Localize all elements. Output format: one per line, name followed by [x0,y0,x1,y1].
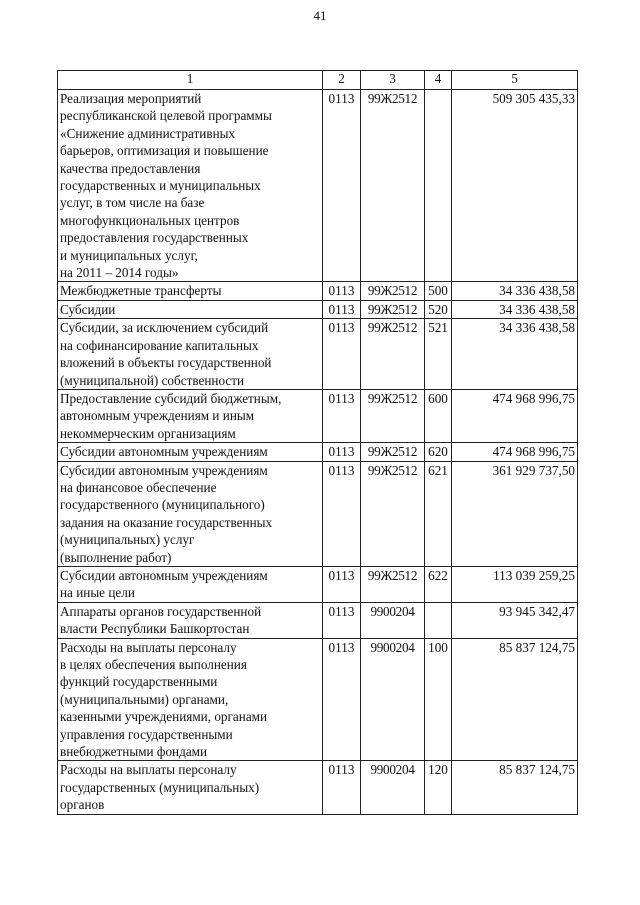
expense-name [58,282,323,300]
target-code: 99Ж2512 [361,300,425,318]
expense-name-line: внебюджетными фондами [60,744,208,760]
amount: 474 968 996,75 [452,389,578,442]
expense-name-line: задания на оказание государственных [60,514,273,530]
section-code: 0113 [323,282,361,300]
target-code: 9900204 [361,638,425,761]
expense-name [58,602,323,638]
amount: 34 336 438,58 [452,300,578,318]
table-row [58,761,578,814]
expense-name [58,566,323,602]
amount: 113 039 259,25 [452,566,578,602]
expense-name-line: государственного (муниципального) [60,497,265,513]
expense-name [58,461,323,566]
expense-type-code [425,90,452,282]
expense-name-line: функций государственными [60,674,218,690]
column-header-4: 4 [425,71,452,90]
column-header-2: 2 [323,71,361,90]
expense-type-code: 500 [425,282,452,300]
table-row [58,282,578,300]
expense-name [58,761,323,814]
expense-name-line: качества предоставления [60,160,201,176]
table-header [58,71,578,90]
expense-type-code [425,602,452,638]
expense-name-line: Субсидии автономным учреждениям [60,444,268,460]
section-code: 0113 [323,389,361,442]
expense-name-line: власти Республики Башкортостан [60,621,250,637]
target-code: 99Ж2512 [361,282,425,300]
amount: 85 837 124,75 [452,761,578,814]
expense-type-code: 622 [425,566,452,602]
expense-name-line: Расходы на выплаты персоналу [60,762,237,778]
expense-name-line: на иные цели [60,585,135,601]
expense-name-line: предоставления государственных [60,230,249,246]
expense-type-code: 100 [425,638,452,761]
expense-name-line: казенными учреждениями, органами [60,709,268,725]
target-code: 99Ж2512 [361,319,425,390]
amount: 361 929 737,50 [452,461,578,566]
expense-name-line: (муниципальной) собственности [60,372,245,388]
target-code: 99Ж2512 [361,443,425,461]
expense-name-line: Субсидии автономным учреждениям [60,462,268,478]
column-header-1: 1 [58,71,323,90]
section-code: 0113 [323,461,361,566]
expense-name-line: Субсидии, за исключением субсидий [60,320,269,336]
expense-name-line: автономным учреждениям и иным [60,408,255,424]
expense-type-code: 600 [425,389,452,442]
table-row [58,566,578,602]
amount: 93 945 342,47 [452,602,578,638]
section-code: 0113 [323,90,361,282]
expense-name-line: республиканской целевой программы [60,108,272,124]
expense-name-line: (муниципальных) услуг [60,532,195,548]
target-code: 99Ж2512 [361,389,425,442]
table-row [58,638,578,761]
target-code: 99Ж2512 [361,90,425,282]
section-code: 0113 [323,319,361,390]
expense-name-line: Межбюджетные трансферты [60,283,222,299]
expense-name-line: вложений в объекты государственной [60,355,272,371]
expense-name-line: Субсидии [60,301,116,317]
section-code: 0113 [323,566,361,602]
expense-name-line: многофункциональных центров [60,212,240,228]
expense-name-line: в целях обеспечения выполнения [60,657,247,672]
expense-name-line: и муниципальных услуг, [60,247,198,263]
table-row [58,602,578,638]
table-row [58,90,578,282]
section-code: 0113 [323,638,361,761]
expense-type-code: 520 [425,300,452,318]
expense-name-line: органов [60,797,105,813]
table-row [58,443,578,461]
section-code: 0113 [323,761,361,814]
table-row [58,300,578,318]
expense-type-code: 621 [425,461,452,566]
expense-name-line: некоммерческим организациям [60,425,236,441]
amount: 509 305 435,33 [452,90,578,282]
expense-name-line: услуг, в том числе на базе [60,195,205,211]
table-body [58,90,578,815]
expense-name [58,319,323,390]
section-code: 0113 [323,443,361,461]
expense-name-line: Аппараты органов государственной [60,603,262,619]
expense-name [58,300,323,318]
budget-table [57,70,578,815]
expense-name [58,90,323,282]
expense-name-line: на софинансирование капитальных [60,337,259,353]
expense-name-line: (муниципальными) органами, [60,691,229,707]
table-row [58,319,578,390]
expense-type-code: 620 [425,443,452,461]
expense-name-line: барьеров, оптимизация и повышение [60,143,269,159]
expense-name-line: государственных и муниципальных [60,178,261,194]
expense-name-line: (выполнение работ) [60,549,172,565]
amount: 34 336 438,58 [452,282,578,300]
section-code: 0113 [323,300,361,318]
page-number: 41 [313,8,327,23]
expense-name-line: Предоставление субсидий бюджетным, [60,390,282,406]
column-header-3: 3 [361,71,425,90]
expense-name-line: на финансовое обеспечение [60,479,217,495]
expense-name-line: государственных (муниципальных) [60,779,260,795]
expense-name-line: на 2011 – 2014 годы» [60,265,179,281]
expense-name-line: «Снижение административных [60,125,236,141]
section-code: 0113 [323,602,361,638]
target-code: 9900204 [361,602,425,638]
amount: 85 837 124,75 [452,638,578,761]
target-code: 99Ж2512 [361,566,425,602]
header-row [58,71,578,90]
table-row [58,461,578,566]
amount: 474 968 996,75 [452,443,578,461]
target-code: 9900204 [361,761,425,814]
table-row [58,389,578,442]
expense-name [58,389,323,442]
expense-name-line: управления государственными [60,726,233,742]
column-header-5: 5 [452,71,578,90]
target-code: 99Ж2512 [361,461,425,566]
expense-name-line: Субсидии автономным учреждениям [60,567,268,583]
expense-name [58,443,323,461]
expense-name [58,638,323,761]
expense-name-line: Реализация мероприятий [60,91,202,106]
expense-type-code: 120 [425,761,452,814]
amount: 34 336 438,58 [452,319,578,390]
expense-type-code: 521 [425,319,452,390]
expense-name-line: Расходы на выплаты персоналу [60,639,237,655]
